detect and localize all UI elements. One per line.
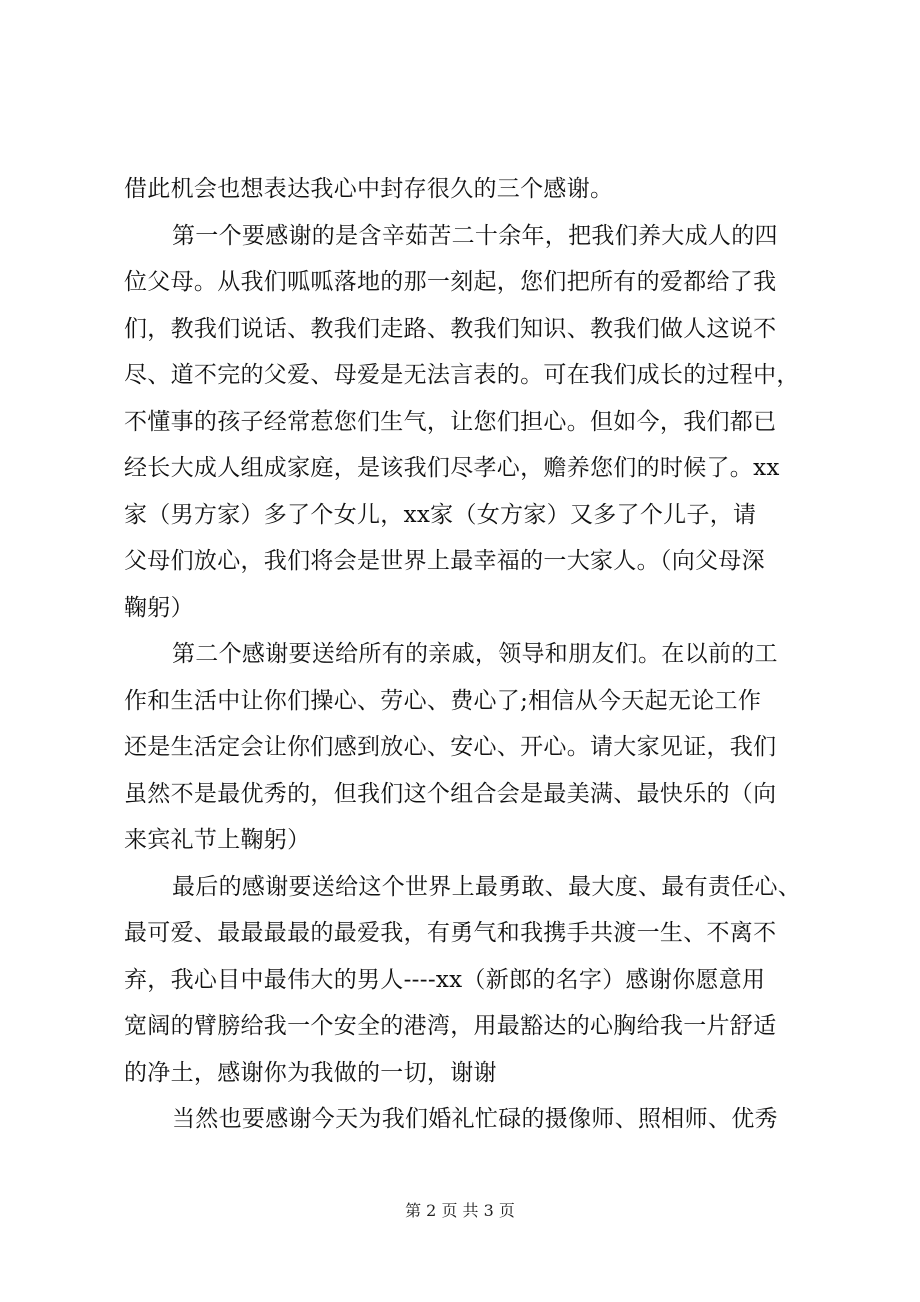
- document-body: [124, 166, 800, 1143]
- text-line: 们，教我们说话、教我们走路、教我们知识、教我们做人这说不: [124, 315, 777, 342]
- paragraph-start-line: 最后的感谢要送给这个世界上最勇敢、最大度、最有责任心、: [172, 873, 802, 900]
- text-line: 家（男方家）多了个女儿，xx家（女方家）又多了个儿子，请: [124, 501, 757, 528]
- text-line: 虽然不是最优秀的，但我们这个组合会是最美满、最快乐的（向: [124, 780, 777, 807]
- text-line: 最可爱、最最最最的最爱我，有勇气和我携手共渡一生、不离不: [124, 920, 777, 946]
- text-line: 位父母。从我们呱呱落地的那一刻起，您们把所有的爱都给了我: [124, 269, 777, 295]
- text-line: 经长大成人组成家庭，是该我们尽孝心，赡养您们的时候了。xx: [124, 455, 780, 481]
- text-line: 鞠躬）: [124, 594, 194, 621]
- text-line: 不懂事的孩子经常惹您们生气，让您们担心。但如今，我们都已: [124, 408, 777, 435]
- page-footer: 第 2 页 共 3 页: [405, 1201, 515, 1220]
- text-line: 来宾礼节上鞠躬）: [124, 827, 311, 853]
- text-line: 弃，我心目中最伟大的男人----xx（新郎的名字）感谢你愿意用: [124, 966, 766, 993]
- text-line: 还是生活定会让你们感到放心、安心、开心。请大家见证，我们: [124, 734, 777, 760]
- text-line: 作和生活中让你们操心、劳心、费心了;相信从今天起无论工作: [124, 687, 762, 714]
- text-line: 尽、道不完的父爱、母爱是无法言表的。可在我们成长的过程中，: [124, 362, 800, 388]
- text-line: 父母们放心，我们将会是世界上最幸福的一大家人。（向父母深: [124, 548, 765, 574]
- paragraph-start-line: 第一个要感谢的是含辛茹苦二十余年，把我们养大成人的四: [172, 222, 778, 249]
- text-line: 的净土，感谢你为我做的一切，谢谢: [124, 1059, 497, 1086]
- paragraph-start-line: 第二个感谢要送给所有的亲戚，领导和朋友们。在以前的工: [172, 641, 778, 667]
- text-line: 宽阔的臂膀给我一个安全的港湾，用最豁达的心胸给我一片舒适: [124, 1013, 777, 1039]
- paragraph-start-line: 当然也要感谢今天为我们婚礼忙碌的摄像师、照相师、优秀: [172, 1106, 778, 1132]
- text-line: 借此机会也想表达我心中封存很久的三个感谢。: [124, 176, 614, 202]
